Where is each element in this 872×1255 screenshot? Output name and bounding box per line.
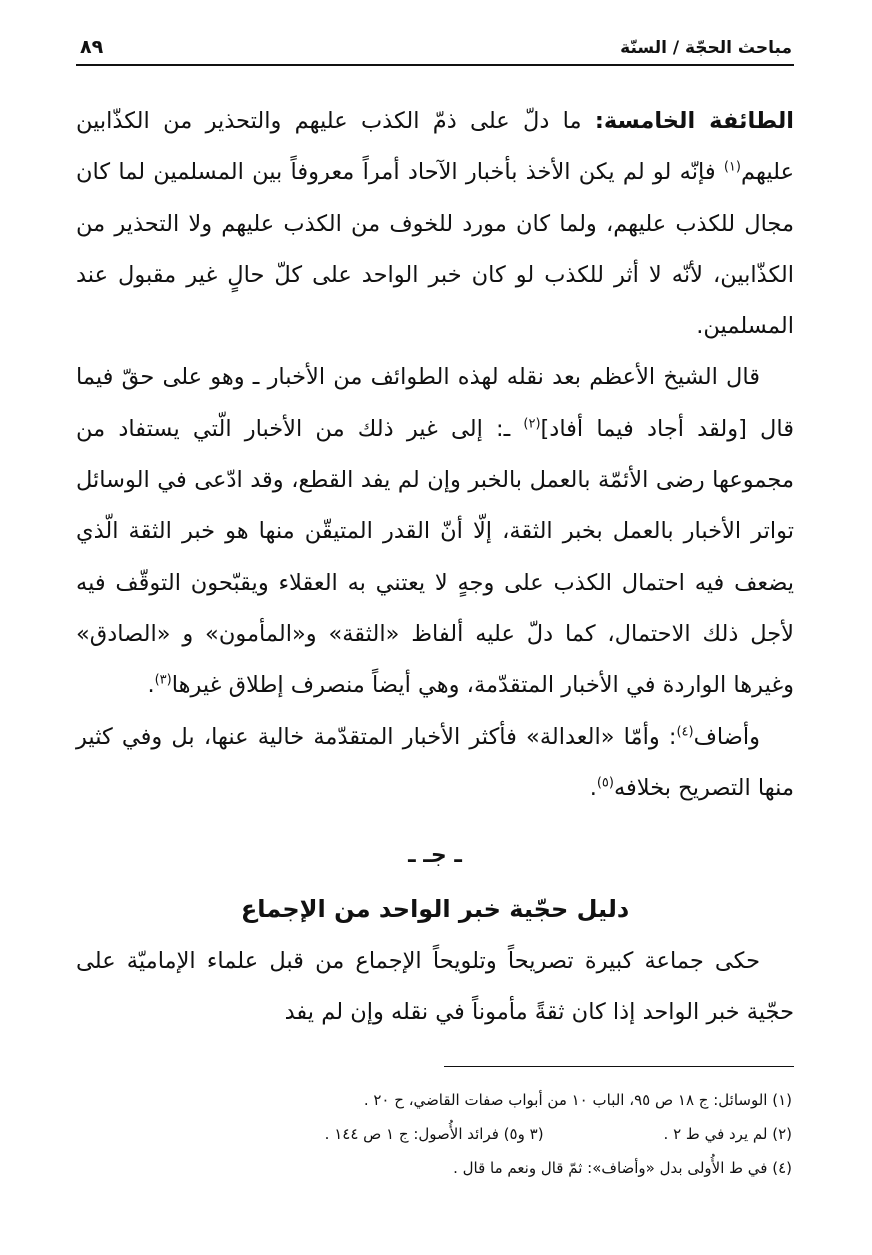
paragraph-1-lead: الطائفة الخامسة: xyxy=(594,108,794,134)
paragraph-3-text-b: : وأمّا «العدالة» فأكثر الأخبار المتقدّمة خالية عنها، بل وفي كثير منها التصريح بخلافه xyxy=(76,723,794,801)
paragraph-1-text-b: فإنّه لو لم يكن الأخذ بأخبار الآحاد أمراً معروفاً بين المسلمين لما كان مجال للكذب عليهم، ولما كان مورد للخوف من الكذب عليهم ولا التحذير من الكذّابين، لأنّه لا أثر للكذب لو كان خبر الواحد على كلّ حالٍ غير مقبول عند المسلمين. xyxy=(76,159,794,340)
book-page xyxy=(76,34,794,1224)
footnote-ref-5: (٥) xyxy=(596,775,614,791)
paragraph-3-text-a: وأضاف xyxy=(693,723,760,750)
section-heading: دليل حجّية خبر الواحد من الإجماع xyxy=(240,895,630,924)
paragraph-2-text-b: ـ: إلى غير ذلك من الأخبار الّتي يستفاد من مجموعها رضى الأئمّة بالعمل بالخبر وإن لم يفد القطع، وقد ادّعى في الوسائل تواتر الأخبار بالعمل بخبر الثقة، إلّا أنّ القدر المتيقّن منها هو خبر الثقة الّذي يضعف فيه احتمال الكذب على وجهٍ لا يعتني به العقلاء ويقبّحون التوقّف فيه لأجل ذلك الاحتمال، كما دلّ عليه ألفاظ «الثقة» و«المأمون» و «الصادق» وغيرها الواردة في الأخبار المتقدّمة، وهي أيضاً منصرف إطلاق غيرها xyxy=(76,415,794,699)
footnote-1: (١) الوسائل: ج ١٨ ص ٩٥، الباب ١٠ من أبواب صفات القاضي، ح ٢٠ . xyxy=(363,1091,792,1109)
paragraph-1 xyxy=(76,96,794,352)
page-number: ٨٩ xyxy=(80,36,104,58)
footnotes xyxy=(76,1083,792,1185)
footnote-3-5: (٣ و٥) فرائد الأُصول: ج ١ ص ١٤٤ . xyxy=(324,1125,544,1143)
running-header xyxy=(76,34,794,66)
footnote-ref-1: (١) xyxy=(723,159,741,175)
paragraph-2 xyxy=(76,352,794,711)
main-text xyxy=(76,96,794,814)
header-title: مباحث الحجّة / السنّة xyxy=(620,38,792,58)
footnote-divider xyxy=(444,1066,794,1067)
paragraph-2-end: . xyxy=(147,672,155,699)
footnote-2: (٢) لم يرد في ط ٢ . xyxy=(663,1125,792,1143)
section-mark: ـ جـ ـ xyxy=(408,843,462,869)
footnote-ref-3: (٣) xyxy=(154,672,172,688)
footnote-ref-4: (٤) xyxy=(676,724,694,740)
footnote-4: (٤) في ط الأُولى بدل «وأضاف»: ثمّ قال ونعم ما قال . xyxy=(453,1159,792,1177)
paragraph-2-text-a: قال الشيخ الأعظم بعد نقله لهذه الطوائف من الأخبار ـ وهو على حقّ فيما قال [ولقد أجاد فيما أفاد] xyxy=(76,364,794,442)
footnote-row-2 xyxy=(76,1117,792,1151)
footnote-ref-2: (٢) xyxy=(523,416,541,432)
section-body-text: حكى جماعة كبيرة تصريحاً وتلويحاً الإجماع من قبل علماء الإماميّة على حجّية خبر الواحد إذا كان ثقةً مأموناً في نقله وإن لم يفد xyxy=(76,948,794,1026)
paragraph-1-text-a: ما دلّ على ذمّ الكذب عليهم والتحذير من الكذّابين عليهم xyxy=(76,108,794,186)
paragraph-3-end: . xyxy=(589,774,597,801)
paragraph-3 xyxy=(76,712,794,815)
